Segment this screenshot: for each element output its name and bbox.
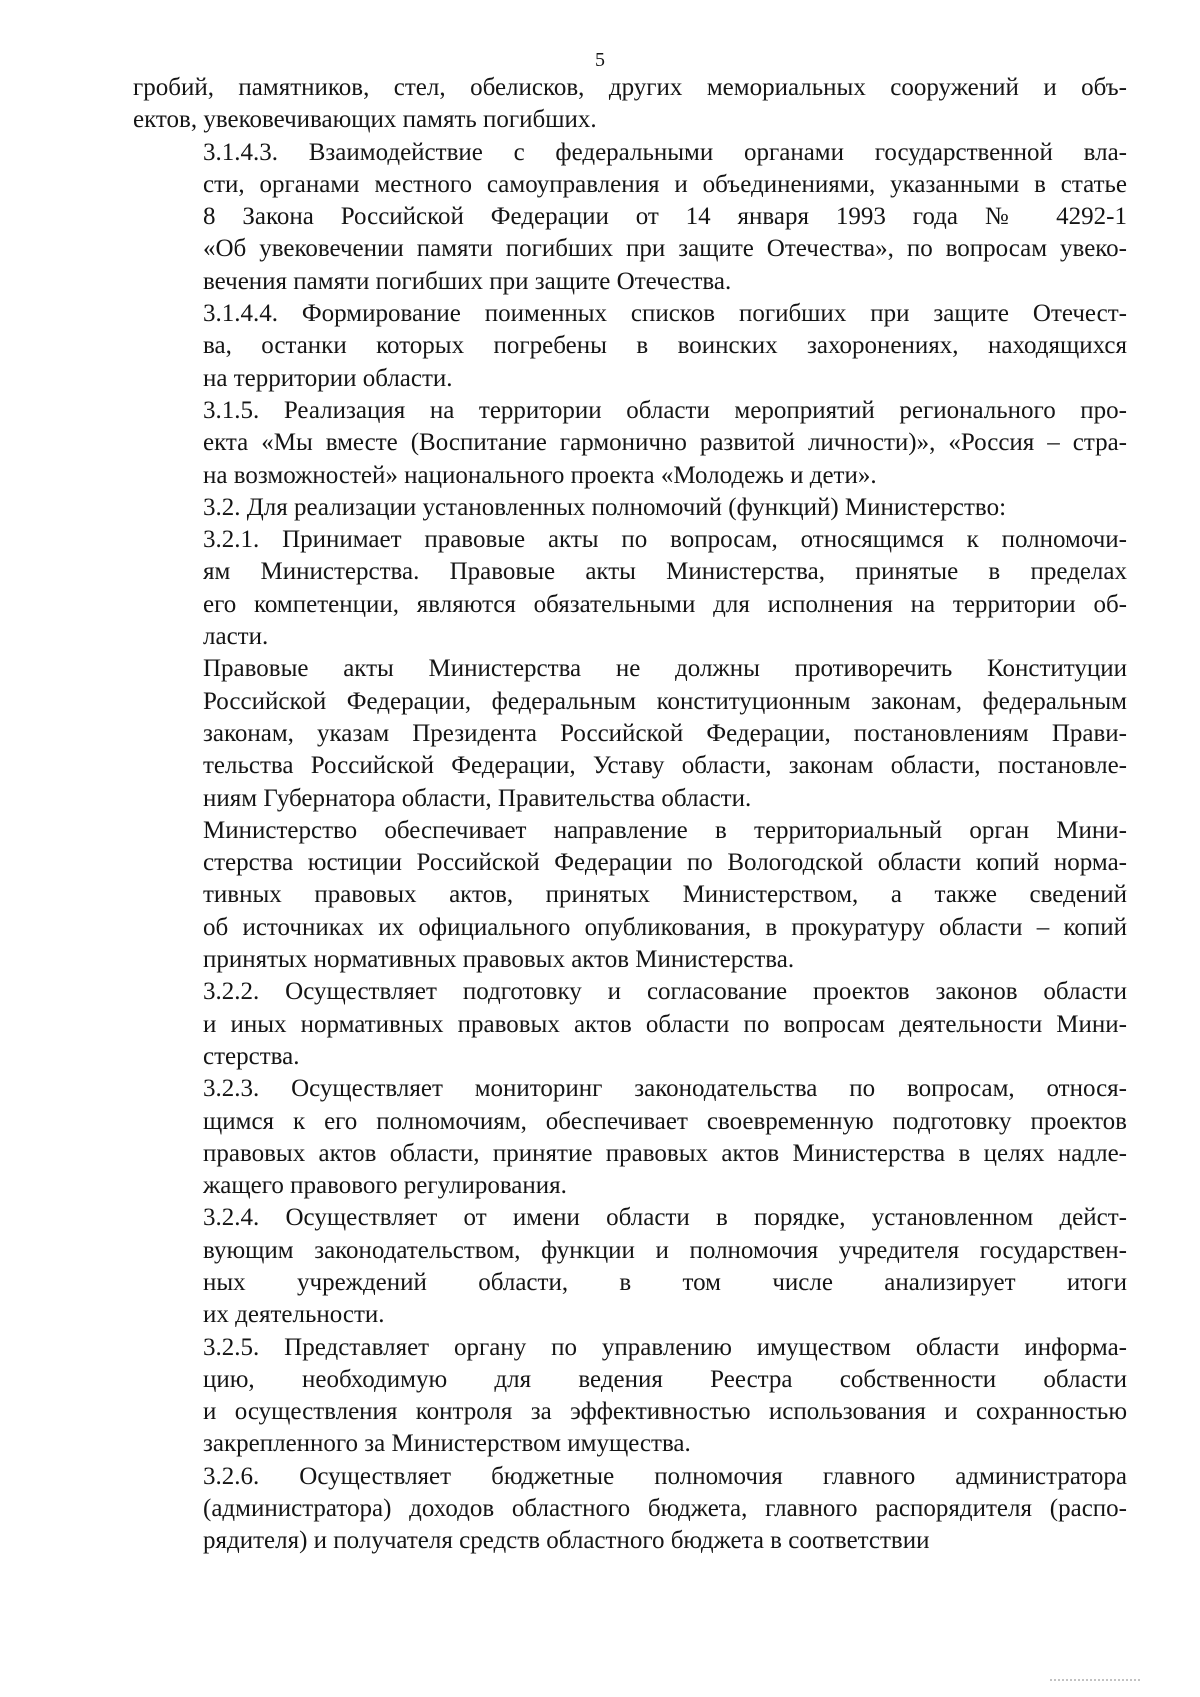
- text-line: гробий, памятников, стел, обелисков, других мемориальных сооружений и объ-: [133, 74, 1127, 101]
- text-line: тельства Российской Федерации, Уставу области, законам области, постановле-: [203, 752, 1127, 780]
- text-line: вующим законодательством, функции и полномочия учредителя государствен-: [203, 1236, 1127, 1264]
- text-line: ных учреждений области, в том числе анализирует итоги: [203, 1268, 1127, 1296]
- text-line: Российской Федерации, федеральным конституционным законам, федеральным: [203, 687, 1127, 715]
- text-line: 8 Закона Российской Федерации от 14 января 1993 года № 4292-1: [203, 203, 1127, 231]
- paragraph: [133, 976, 1127, 1073]
- text-line: ва, останки которых погребены в воинских захоронениях, находящихся: [203, 332, 1127, 360]
- text-line: Министерство обеспечивает направление в территориальный орган Мини-: [203, 816, 1127, 844]
- paragraph: [133, 524, 1127, 653]
- text-line: на территории области.: [203, 364, 453, 392]
- text-line: 3.2.3. Осуществляет мониторинг законодательства по вопросам, относя-: [203, 1075, 1127, 1103]
- text-line: ям Министерства. Правовые акты Министерства, принятые в пределах: [203, 558, 1127, 586]
- text-line: 3.2.1. Принимает правовые акты по вопросам, относящимся к полномочи-: [203, 526, 1127, 554]
- document-body: [133, 72, 1127, 1558]
- text-line: ектов, увековечивающих память погибших.: [133, 106, 597, 134]
- paragraph: [133, 1202, 1127, 1331]
- text-line: тивных правовых актов, принятых Министерством, а также сведений: [203, 881, 1127, 909]
- text-line: 3.2.6. Осуществляет бюджетные полномочия главного администратора: [203, 1462, 1127, 1490]
- paragraph: [133, 1461, 1127, 1558]
- text-line: «Об увековечении памяти погибших при защите Отечества», по вопросам увеко-: [203, 235, 1127, 263]
- text-line: 3.1.5. Реализация на территории области мероприятий регионального про-: [203, 396, 1127, 424]
- text-line: 3.2.4. Осуществляет от имени области в порядке, установленном дейст-: [203, 1204, 1127, 1232]
- text-line: закрепленного за Министерством имущества.: [203, 1430, 691, 1458]
- text-line: (администратора) доходов областного бюджета, главного распорядителя (распо-: [203, 1495, 1127, 1523]
- paragraph: [133, 395, 1127, 492]
- text-line: об источниках их официального опубликования, в прокуратуру области – копий: [203, 913, 1127, 941]
- text-line: и осуществления контроля за эффективностью использования и сохранностью: [203, 1398, 1127, 1426]
- paragraph: [133, 492, 1127, 524]
- text-line: на возможностей» национального проекта «Молодежь и дети».: [203, 461, 877, 489]
- paragraph: [133, 815, 1127, 976]
- text-line: и иных нормативных правовых актов области по вопросам деятельности Мини-: [203, 1010, 1127, 1038]
- text-line: ниям Губернатора области, Правительства области.: [203, 784, 752, 812]
- text-line: законам, указам Президента Российской Федерации, постановлениям Прави-: [203, 719, 1127, 747]
- text-line: 3.1.4.3. Взаимодействие с федеральными органами государственной вла-: [203, 138, 1127, 166]
- paragraph: [133, 298, 1127, 395]
- text-line: его компетенции, являются обязательными для исполнения на территории об-: [203, 590, 1127, 618]
- paragraph: [133, 137, 1127, 298]
- text-line: екта «Мы вместе (Воспитание гармонично развитой личности)», «Россия – стра-: [203, 429, 1127, 457]
- text-line: жащего правового регулирования.: [203, 1172, 567, 1200]
- paragraph: [133, 1332, 1127, 1461]
- scan-artifact: [1050, 1679, 1140, 1683]
- text-line: 3.2.2. Осуществляет подготовку и согласование проектов законов области: [203, 978, 1127, 1006]
- paragraph: [133, 653, 1127, 814]
- text-line: принятых нормативных правовых актов Министерства.: [203, 946, 795, 974]
- text-line: 3.2. Для реализации установленных полномочий (функций) Министерство:: [203, 493, 1007, 521]
- text-line: 3.1.4.4. Формирование поименных списков погибших при защите Отечест-: [203, 300, 1127, 328]
- page-number: 5: [595, 49, 605, 71]
- paragraph: [133, 72, 1127, 137]
- text-line: ласти.: [203, 623, 269, 651]
- text-line: правовых актов области, принятие правовых актов Министерства в целях надле-: [203, 1139, 1127, 1167]
- text-line: рядителя) и получателя средств областного бюджета в соответствии: [203, 1527, 930, 1555]
- paragraph: [133, 1073, 1127, 1202]
- text-line: сти, органами местного самоуправления и объединениями, указанными в статье: [203, 170, 1127, 198]
- text-line: их деятельности.: [203, 1301, 385, 1329]
- text-line: щимся к его полномочиям, обеспечивает своевременную подготовку проектов: [203, 1107, 1127, 1135]
- text-line: цию, необходимую для ведения Реестра собственности области: [203, 1365, 1127, 1393]
- text-line: стерства юстиции Российской Федерации по Вологодской области копий норма-: [203, 849, 1127, 877]
- text-line: 3.2.5. Представляет органу по управлению имуществом области информа-: [203, 1333, 1127, 1361]
- text-line: стерства.: [203, 1042, 300, 1070]
- text-line: Правовые акты Министерства не должны противоречить Конституции: [203, 655, 1127, 683]
- text-line: вечения памяти погибших при защите Отечества.: [203, 267, 732, 295]
